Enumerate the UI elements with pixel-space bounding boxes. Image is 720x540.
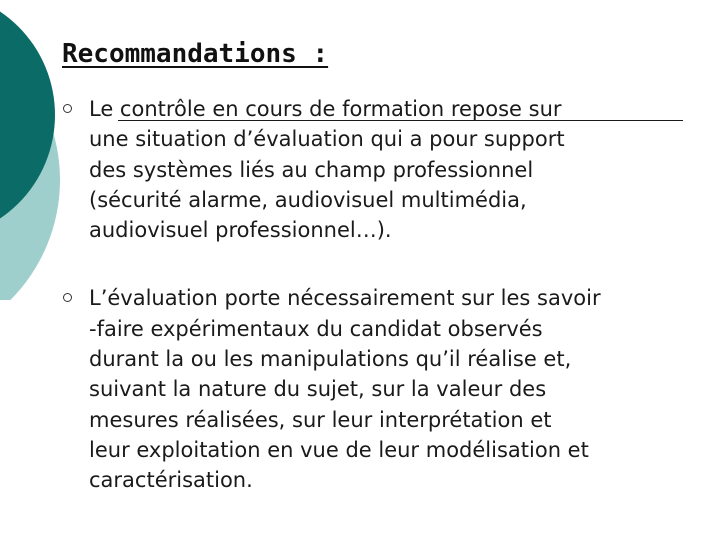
bullet-line: -faire expérimentaux du candidat observés <box>89 316 543 341</box>
bullet-line: des systèmes liés au champ professionnel <box>89 157 534 182</box>
circle-outline-bullet-icon <box>63 293 72 302</box>
bullet-item-controle <box>0 94 689 245</box>
bullet-line: Le contrôle en cours de formation repose sur <box>89 97 562 121</box>
bullet-line: durant la ou les manipulations qu’il réalise et, <box>89 347 572 372</box>
page-title: Recommandations : <box>62 39 329 69</box>
text-underline-stroke <box>118 120 683 121</box>
bullet-item-evaluation <box>0 283 689 495</box>
bullet-line: mesures réalisées, sur leur interprétation et <box>89 407 552 432</box>
bullet-list <box>0 94 720 496</box>
bullet-line: L’évaluation porte nécessairement sur les savoir <box>89 286 601 311</box>
bullet-line: caractérisation. <box>89 468 253 493</box>
bullet-line: leur exploitation en vue de leur modélisation et <box>89 437 589 462</box>
bullet-line: (sécurité alarme, audiovisuel multimédia, <box>89 187 527 212</box>
bullet-line: suivant la nature du sujet, sur la valeur des <box>89 377 547 402</box>
circle-outline-bullet-icon <box>63 104 72 113</box>
bullet-line: une situation d’évaluation qui a pour support <box>89 127 565 152</box>
bullet-line: audiovisuel professionnel…). <box>89 218 392 243</box>
